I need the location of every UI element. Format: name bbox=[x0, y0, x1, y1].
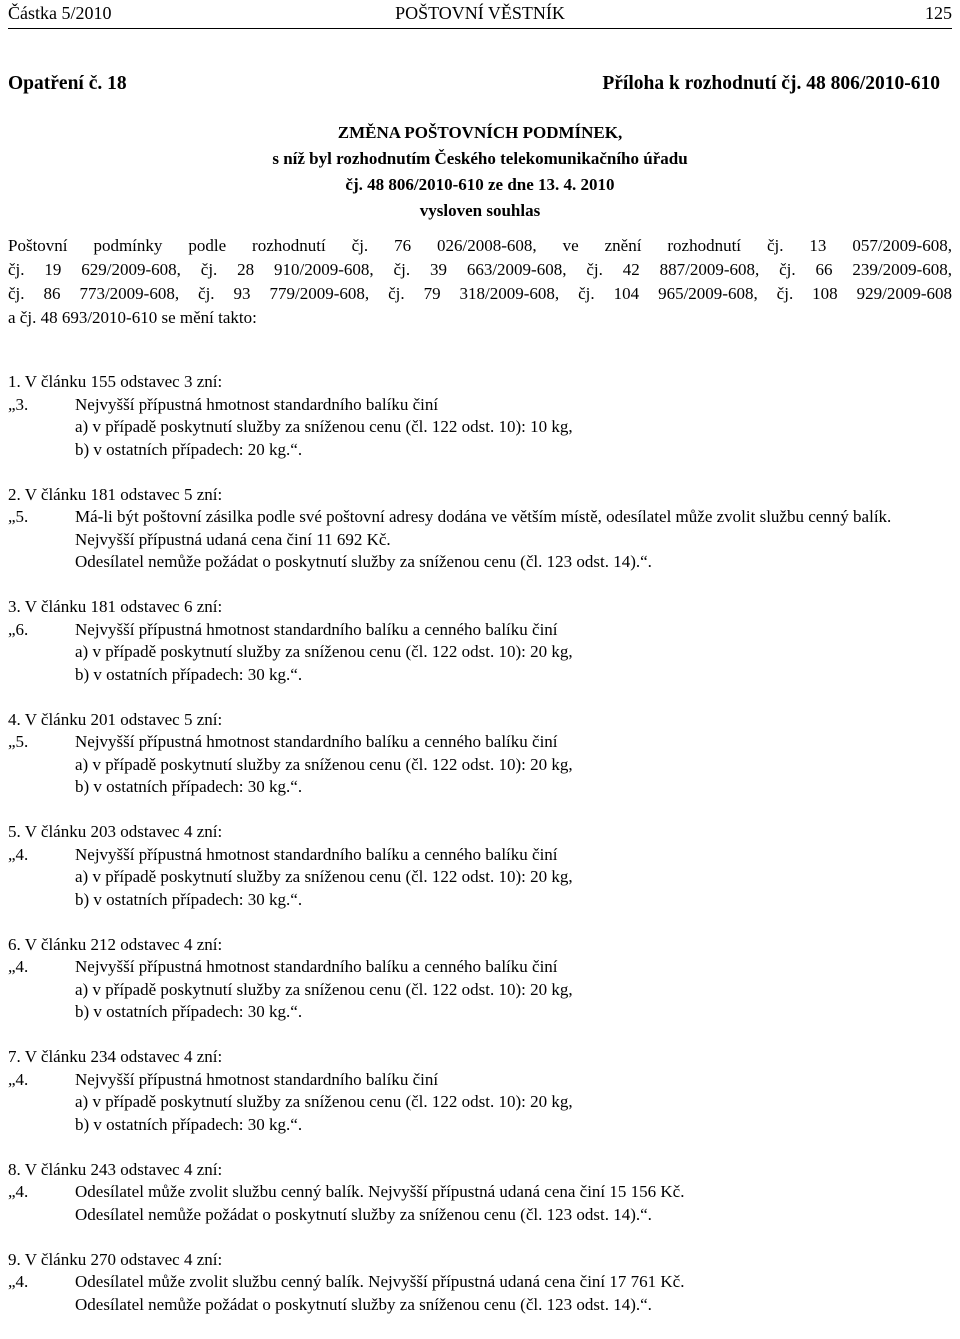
intro-line-1: Poštovní podmínky podle rozhodnutí čj. 76 026/2008-608, ve znění rozhodnutí čj. 13 057/2009-608, bbox=[8, 236, 952, 255]
paragraph-text: b) v ostatních případech: 30 kg.“. bbox=[75, 1114, 303, 1134]
amendment-item bbox=[8, 484, 952, 574]
amendment-list bbox=[8, 371, 952, 1339]
amendment-item bbox=[8, 371, 952, 461]
intro-paragraph bbox=[8, 234, 952, 330]
annex-title: Příloha k rozhodnutí čj. 48 806/2010-610 bbox=[602, 73, 940, 94]
amendment-item bbox=[8, 1249, 952, 1317]
amendment-heading: 2. V článku 181 odstavec 5 zní: bbox=[8, 484, 223, 504]
amendment-line bbox=[8, 1114, 952, 1137]
amendment-line bbox=[8, 866, 952, 889]
paragraph-number bbox=[8, 1204, 75, 1227]
paragraph-number bbox=[8, 754, 75, 777]
issue-number: Částka 5/2010 bbox=[8, 3, 112, 23]
title-row bbox=[8, 73, 940, 101]
paragraph-text: a) v případě poskytnutí služby za sníženou cenu (čl. 122 odst. 10): 20 kg, bbox=[75, 1092, 573, 1111]
heading-line-2: s níž byl rozhodnutím Českého telekomunikačního úřadu bbox=[272, 149, 688, 168]
paragraph-number bbox=[8, 641, 75, 664]
amendment-line bbox=[8, 551, 952, 574]
paragraph-number bbox=[8, 889, 75, 912]
amendment-line bbox=[8, 844, 952, 867]
amendment-line bbox=[8, 731, 952, 754]
paragraph-number: „4. bbox=[8, 1182, 29, 1201]
intro-line-4: a čj. 48 693/2010-610 se mění takto: bbox=[8, 308, 257, 327]
paragraph-number: „4. bbox=[8, 1272, 29, 1291]
amendment-item bbox=[8, 934, 952, 1024]
amendment-line bbox=[8, 979, 952, 1002]
amendment-item bbox=[8, 709, 952, 799]
paragraph-text: b) v ostatních případech: 30 kg.“. bbox=[75, 664, 303, 684]
amendment-heading: 5. V článku 203 odstavec 4 zní: bbox=[8, 822, 223, 841]
amendment-item bbox=[8, 596, 952, 686]
paragraph-text: b) v ostatních případech: 30 kg.“. bbox=[75, 777, 303, 796]
amendment-line bbox=[8, 1204, 952, 1227]
paragraph-number: „5. bbox=[8, 732, 29, 751]
paragraph-text: Nejvyšší přípustná hmotnost standardního balíku a cenného balíku činí bbox=[75, 619, 558, 639]
amendment-line bbox=[8, 776, 952, 799]
paragraph-number bbox=[8, 776, 75, 799]
page-number: 125 bbox=[925, 3, 952, 23]
paragraph-text: Nejvyšší přípustná hmotnost standardního balíku a cenného balíku činí bbox=[75, 732, 558, 751]
paragraph-text: b) v ostatních případech: 30 kg.“. bbox=[75, 1002, 303, 1021]
amendment-line bbox=[8, 889, 952, 912]
paragraph-number bbox=[8, 1294, 75, 1317]
amendment-line bbox=[8, 1294, 952, 1317]
paragraph-text: a) v případě poskytnutí služby za sníženou cenu (čl. 122 odst. 10): 20 kg, bbox=[75, 754, 573, 774]
paragraph-text: Nejvyšší přípustná hmotnost standardního balíku činí bbox=[75, 1069, 439, 1089]
header-divider bbox=[8, 28, 952, 29]
paragraph-number bbox=[8, 551, 75, 574]
running-header bbox=[8, 2, 952, 26]
paragraph-text: Nejvyšší přípustná hmotnost standardního balíku a cenného balíku činí bbox=[75, 957, 558, 976]
amendment-line bbox=[8, 641, 952, 664]
paragraph-number: „3. bbox=[8, 394, 29, 414]
amendment-heading: 7. V článku 234 odstavec 4 zní: bbox=[8, 1047, 223, 1066]
paragraph-number bbox=[8, 1001, 75, 1024]
paragraph-number: „6. bbox=[8, 619, 29, 639]
measure-title: Opatření č. 18 bbox=[8, 73, 127, 94]
amendment-heading: 1. V článku 155 odstavec 3 zní: bbox=[8, 372, 223, 391]
paragraph-text: Odesílatel nemůže požádat o poskytnutí služby za sníženou cenu (čl. 123 odst. 14).“. bbox=[75, 552, 652, 571]
paragraph-text: Nejvyšší přípustná hmotnost standardního balíku a cenného balíku činí bbox=[75, 844, 558, 864]
paragraph-text: a) v případě poskytnutí služby za sníženou cenu (čl. 122 odst. 10): 10 kg, bbox=[75, 417, 573, 436]
amendment-heading: 4. V článku 201 odstavec 5 zní: bbox=[8, 709, 223, 729]
amendment-line bbox=[8, 1181, 952, 1204]
paragraph-number: „4. bbox=[8, 957, 29, 976]
paragraph-text: a) v případě poskytnutí služby za sníženou cenu (čl. 122 odst. 10): 20 kg, bbox=[75, 979, 573, 999]
amendment-heading: 3. V článku 181 odstavec 6 zní: bbox=[8, 597, 223, 616]
paragraph-number bbox=[8, 979, 75, 1002]
journal-title: POŠTOVNÍ VĚSTNÍK bbox=[395, 3, 565, 23]
paragraph-text: Nejvyšší přípustná hmotnost standardního balíku činí bbox=[75, 394, 439, 414]
paragraph-text: b) v ostatních případech: 20 kg.“. bbox=[75, 439, 303, 459]
amendment-heading: 8. V článku 243 odstavec 4 zní: bbox=[8, 1159, 223, 1179]
amendment-heading: 6. V článku 212 odstavec 4 zní: bbox=[8, 934, 223, 954]
paragraph-number bbox=[8, 866, 75, 889]
amendment-line bbox=[8, 1069, 952, 1092]
heading-line-3: čj. 48 806/2010-610 ze dne 13. 4. 2010 bbox=[345, 175, 615, 194]
amendment-line bbox=[8, 416, 952, 439]
amendment-line bbox=[8, 619, 952, 642]
document-heading bbox=[0, 120, 960, 224]
amendment-line bbox=[8, 394, 952, 417]
amendment-line bbox=[8, 506, 952, 551]
intro-line-2: čj. 19 629/2009-608, čj. 28 910/2009-608, čj. 39 663/2009-608, čj. 42 887/2009-608, čj. 66 239/2009-608, bbox=[8, 260, 952, 279]
paragraph-text: a) v případě poskytnutí služby za sníženou cenu (čl. 122 odst. 10): 20 kg, bbox=[75, 642, 573, 661]
paragraph-text: Odesílatel může zvolit službu cenný balík. Nejvyšší přípustná udaná cena činí 15 156 Kč. bbox=[75, 1182, 685, 1201]
paragraph-number bbox=[8, 1114, 75, 1137]
amendment-line bbox=[8, 956, 952, 979]
paragraph-text: Odesílatel může zvolit službu cenný balík. Nejvyšší přípustná udaná cena činí 17 761 Kč. bbox=[75, 1272, 685, 1291]
paragraph-text: a) v případě poskytnutí služby za sníženou cenu (čl. 122 odst. 10): 20 kg, bbox=[75, 867, 573, 886]
amendment-line bbox=[8, 1271, 952, 1294]
paragraph-number bbox=[8, 416, 75, 439]
paragraph-text: Odesílatel nemůže požádat o poskytnutí služby za sníženou cenu (čl. 123 odst. 14).“. bbox=[75, 1294, 652, 1314]
paragraph-number bbox=[8, 439, 75, 462]
amendment-line bbox=[8, 439, 952, 462]
heading-line-1: ZMĚNA POŠTOVNÍCH PODMÍNEK, bbox=[337, 123, 623, 142]
paragraph-text: Má-li být poštovní zásilka podle své poštovní adresy dodána ve větším místě, odesílatel může zvolit službu cenný balík. Nejvyšší přípustná udaná cena činí 11 692 Kč. bbox=[75, 507, 892, 549]
amendment-line bbox=[8, 754, 952, 777]
heading-line-4: vysloven souhlas bbox=[419, 201, 541, 220]
paragraph-number: „4. bbox=[8, 1069, 29, 1089]
amendment-line bbox=[8, 664, 952, 687]
amendment-line bbox=[8, 1091, 952, 1114]
amendment-item bbox=[8, 821, 952, 911]
paragraph-number: „5. bbox=[8, 507, 29, 526]
paragraph-number bbox=[8, 1091, 75, 1114]
paragraph-number: „4. bbox=[8, 844, 29, 864]
paragraph-text: b) v ostatních případech: 30 kg.“. bbox=[75, 889, 303, 909]
paragraph-number bbox=[8, 664, 75, 687]
amendment-heading: 9. V článku 270 odstavec 4 zní: bbox=[8, 1249, 223, 1269]
amendment-item bbox=[8, 1159, 952, 1227]
intro-line-3: čj. 86 773/2009-608, čj. 93 779/2009-608, čj. 79 318/2009-608, čj. 104 965/2009-608, čj. 108 929/2009-608 bbox=[8, 284, 952, 303]
amendment-item bbox=[8, 1046, 952, 1136]
paragraph-text: Odesílatel nemůže požádat o poskytnutí služby za sníženou cenu (čl. 123 odst. 14).“. bbox=[75, 1204, 652, 1224]
amendment-line bbox=[8, 1001, 952, 1024]
